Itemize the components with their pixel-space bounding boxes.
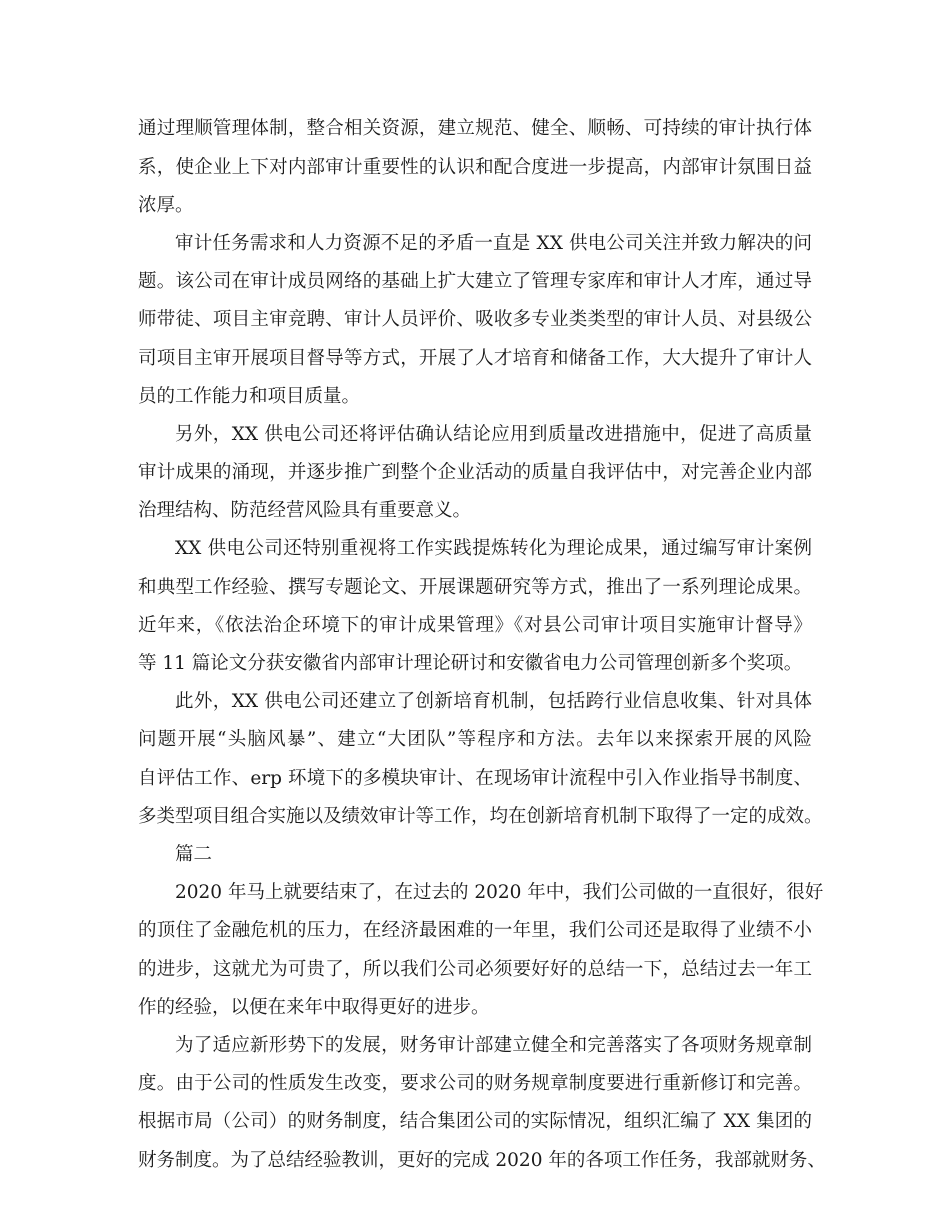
paragraph-first-line: 另外，XX 供电公司还将评估确认结论应用到质量改进措施中，促进了高质量 [175, 424, 812, 445]
text-line: 多类型项目组合实施以及绩效审计等工作，均在创新培育机制下取得了一定的成效。 [138, 806, 823, 827]
text-line: 根据市局（公司）的财务制度，结合集团公司的实际情况，组织汇编了 XX 集团的 [138, 1111, 812, 1132]
text-line: 问题开展“头脑风暴”、建立“大团队”等程序和方法。去年以来探索开展的风险 [138, 729, 812, 750]
text-line: 通过理顺管理体制，整合相关资源，建立规范、健全、顺畅、可持续的审计执行体 [138, 118, 812, 139]
text-line: 作的经验，以便在来年中取得更好的进步。 [138, 997, 490, 1018]
text-line: 近年来，《依法治企环境下的审计成果管理》《对县公司审计项目实施审计督导》 [138, 615, 812, 636]
paragraph-first-line: 此外，XX 供电公司还建立了创新培育机制，包括跨行业信息收集、针对具体 [175, 691, 812, 712]
text-line: 自评估工作、erp 环境下的多模块审计、在现场审计流程中引入作业指导书制度、 [138, 768, 812, 789]
text-line: 司项目主审开展项目督导等方式，开展了人才培育和储备工作，大大提升了审计人 [138, 348, 812, 369]
paragraph-first-line: 为了适应新形势下的发展，财务审计部建立健全和完善落实了各项财务规章制 [175, 1035, 812, 1056]
paragraph-first-line: XX 供电公司还特别重视将工作实践提炼转化为理论成果，通过编写审计案例 [175, 538, 812, 559]
section-heading: 篇二 [175, 844, 213, 865]
text-line: 题。该公司在审计成员网络的基础上扩大建立了管理专家库和审计人才库，通过导 [138, 271, 812, 292]
text-line: 审计成果的涌现，并逐步推广到整个企业活动的质量自我评估中，对完善企业内部 [138, 462, 812, 483]
text-line: 员的工作能力和项目质量。 [138, 386, 361, 407]
text-line: 度。由于公司的性质发生改变，要求公司的财务规章制度要进行重新修订和完善。 [138, 1073, 812, 1094]
text-line: 等 11 篇论文分获安徽省内部审计理论研讨和安徽省电力公司管理创新多个奖项。 [138, 653, 803, 674]
text-line: 财务制度。为了总结经验教训，更好的完成 2020 年的各项工作任务，我部就财务、 [138, 1150, 826, 1171]
text-line: 师带徒、项目主审竞聘、审计人员评价、吸收多专业类类型的审计人员、对县级公 [138, 309, 812, 330]
text-line: 浓厚。 [138, 195, 194, 216]
text-line: 系，使企业上下对内部审计重要性的认识和配合度进一步提高，内部审计氛围日益 [138, 157, 812, 178]
text-line: 的进步，这就尤为可贵了，所以我们公司必须要好好的总结一下，总结过去一年工 [138, 959, 812, 980]
text-line: 治理结构、防范经营风险具有重要意义。 [138, 500, 472, 521]
paragraph-first-line: 审计任务需求和人力资源不足的矛盾一直是 XX 供电公司关注并致力解决的问 [175, 233, 812, 254]
paragraph-first-line: 2020 年马上就要结束了，在过去的 2020 年中，我们公司做的一直很好，很好 [175, 882, 824, 903]
text-line: 的顶住了金融危机的压力，在经济最困难的一年里，我们公司还是取得了业绩不小 [138, 920, 812, 941]
text-line: 和典型工作经验、撰写专题论文、开展课题研究等方式，推出了一系列理论成果。 [138, 577, 812, 598]
